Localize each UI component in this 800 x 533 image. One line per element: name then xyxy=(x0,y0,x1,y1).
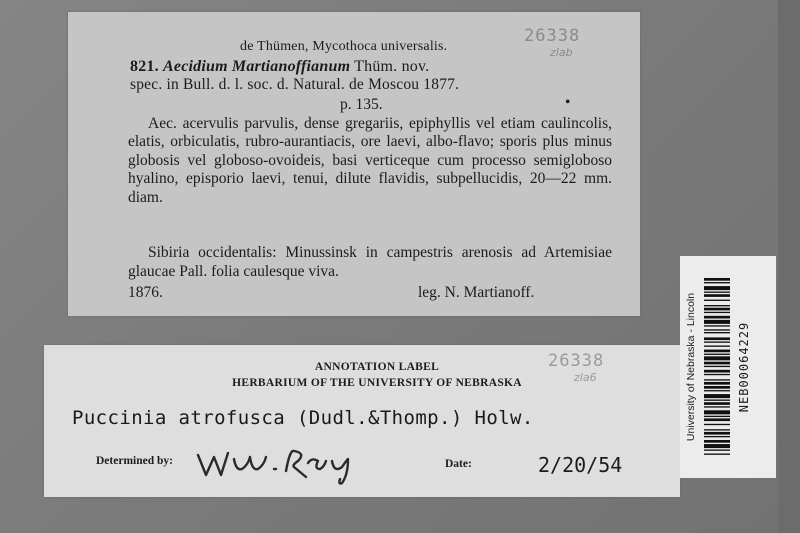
barcode-bar xyxy=(704,346,730,347)
barcode-bar xyxy=(704,366,730,367)
barcode-bar xyxy=(704,418,730,421)
barcode-label xyxy=(680,256,776,478)
barcode-bar xyxy=(704,312,730,313)
barcode-bar xyxy=(704,424,730,425)
dot-mark: • xyxy=(565,94,571,111)
determined-species: Puccinia atrofusca (Dudl.&Thomp.) Holw. xyxy=(72,407,534,429)
barcode-bar xyxy=(704,449,730,450)
collection-year: 1876. xyxy=(128,284,163,301)
determiner-signature xyxy=(194,441,394,487)
handwritten-accession-number-2: 26338 xyxy=(548,351,605,371)
barcode-graphic xyxy=(704,278,730,456)
institution-name: University of Nebraska - Lincoln xyxy=(685,292,697,442)
barcode-bar xyxy=(704,320,730,324)
page-reference: p. 135. xyxy=(340,96,383,113)
locality-text: Sibiria occidentalis: Minussinsk in campestris arenosis ad Artemisiae glaucae Pall. folia caulesque viva. xyxy=(128,244,612,280)
institution-text xyxy=(680,256,702,478)
barcode-bar xyxy=(704,337,730,340)
barcode-bar xyxy=(704,382,730,385)
barcode-bar xyxy=(704,379,730,380)
barcode-bar xyxy=(704,325,730,326)
barcode-bar xyxy=(704,454,730,455)
barcode-bar xyxy=(704,354,730,355)
barcode-bar xyxy=(704,278,730,281)
sheet-edge xyxy=(778,0,800,533)
barcode-bar xyxy=(704,286,730,290)
barcode-bar xyxy=(704,356,730,360)
barcode-bar xyxy=(704,332,730,333)
taxon-name: Aecidium Martianoffianum xyxy=(163,58,351,75)
handwritten-accession-number: 26338 xyxy=(524,26,581,46)
description-block xyxy=(128,96,612,208)
annotation-label xyxy=(44,345,680,497)
taxon-description: Aec. acervulis parvulis, dense gregariis, epiphyllis vel etiam caulincolis, elatis, orbiculatis, rubro-aurantiacis, ore laevi, albo-flavo; sporis plus minus globosis vel globoso-ovoideis, basi verticeque cum processo semigloboso hyalino, episporio laevi, tenui, dilute flavidis, subpellucidis, 20—22 mm. diam. xyxy=(128,114,612,206)
barcode-number-wrap xyxy=(732,256,756,478)
barcode-bar xyxy=(704,432,730,435)
barcode-bar xyxy=(704,436,730,437)
barcode-bar xyxy=(704,429,730,430)
handwritten-note-2: zla6 xyxy=(574,371,597,384)
locality-block xyxy=(128,244,612,281)
barcode-bar xyxy=(704,292,730,293)
barcode-bar xyxy=(704,400,730,401)
barcode-bar xyxy=(704,386,730,389)
barcode-bar xyxy=(704,416,730,417)
barcode-bar xyxy=(704,282,730,283)
herbarium-heading: HERBARIUM OF THE UNIVERSITY OF NEBRASKA xyxy=(232,377,522,389)
exsiccata-title xyxy=(68,58,702,76)
determination-date: 2/20/54 xyxy=(538,453,623,477)
title-rest: Thüm. nov. xyxy=(350,58,430,75)
barcode-bar xyxy=(704,305,730,306)
exsiccata-label xyxy=(68,12,640,316)
barcode-number: NEB00064229 xyxy=(737,321,751,413)
barcode-bar xyxy=(704,308,730,311)
barcode-bar xyxy=(704,444,730,448)
barcode-bar xyxy=(704,329,730,330)
barcode-bar xyxy=(704,300,730,301)
barcode-bar xyxy=(704,350,730,353)
barcode-bar xyxy=(704,440,730,443)
barcode-bar xyxy=(704,394,730,398)
barcode-bar xyxy=(704,294,730,297)
barcode-bar xyxy=(704,341,730,342)
barcode-bar xyxy=(704,406,730,407)
exsiccata-number: 821. xyxy=(130,58,159,75)
collector: leg. N. Martianoff. xyxy=(418,284,535,301)
determined-by-label: Determined by: xyxy=(96,455,173,467)
barcode-bar xyxy=(704,316,730,319)
date-label: Date: xyxy=(445,458,472,470)
barcode-bar xyxy=(704,370,730,373)
exsiccata-source: de Thümen, Mycothoca universalis. xyxy=(240,39,448,54)
handwritten-note: zlab xyxy=(550,46,573,59)
barcode-bar xyxy=(704,362,730,365)
barcode-bar xyxy=(704,390,730,391)
barcode-bar xyxy=(704,410,730,414)
barcode-bar xyxy=(704,402,730,405)
barcode-bar xyxy=(704,374,730,375)
annotation-heading: ANNOTATION LABEL xyxy=(314,361,440,373)
publication-line: spec. in Bull. d. l. soc. d. Natural. de Moscou 1877. xyxy=(130,76,460,93)
